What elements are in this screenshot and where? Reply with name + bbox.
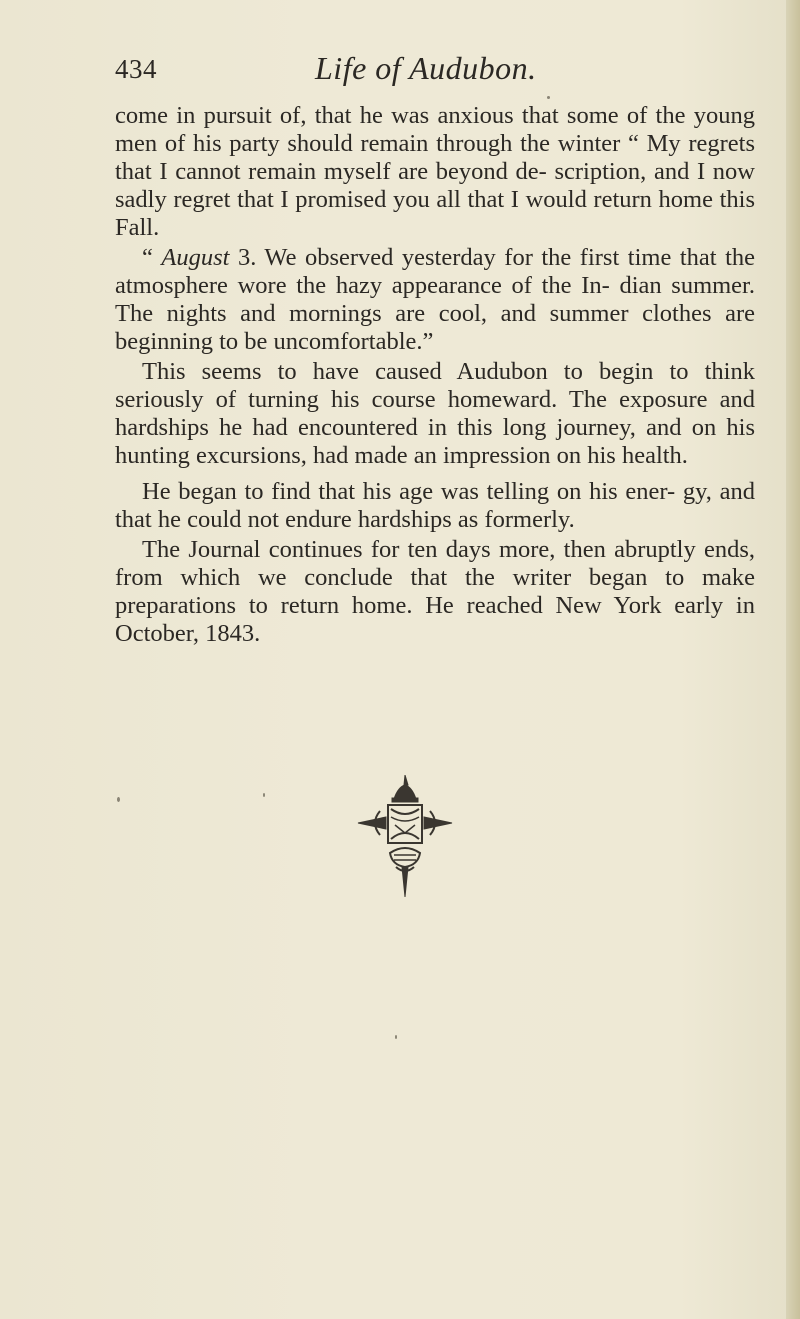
floral-cross-ornament-icon: [350, 775, 460, 910]
page-edge: [786, 0, 800, 1319]
print-speck: [395, 1035, 397, 1039]
page-number: 434: [115, 54, 157, 84]
paragraph-1-text: come in pursuit of, that he was anxious that some of the young men of his party should remain through the winter “ My regrets that I cannot remain myself are beyond de- scription, and I now sadly regret that I promised you all that I would return home this Fall.: [115, 102, 755, 241]
paragraph-2-text: 3. We observed yesterday for the first time that the atmosphere wore the hazy appearance of the In- dian summer. The nights and mornings are cool, and summer clothes are beginning to be uncomfortable.”: [115, 244, 755, 355]
paragraph-4-text: He began to find that his age was telling on his ener- gy, and that he could not endure hardships as formerly.: [115, 478, 755, 533]
paragraph-3: [115, 358, 755, 470]
print-speck: [547, 96, 550, 99]
paragraph-4: [115, 478, 755, 534]
body-text: [115, 102, 755, 648]
journal-date: August: [161, 244, 230, 271]
paragraph-3-text: This seems to have caused Audubon to begin to think seriously of turning his course homeward. The exposure and hardships he had encountered in this long journey, and on his hunting excursions, had made an impression on his health.: [115, 358, 755, 469]
paragraph-5-text: The Journal continues for ten days more, then abruptly ends, from which we conclude that the writer began to make preparations to return home. He reached New York early in October, 1843.: [115, 536, 755, 647]
print-speck: [263, 793, 265, 797]
running-title: Life of Audubon.: [315, 50, 537, 86]
print-speck: [117, 797, 120, 802]
paragraph-1: [115, 102, 755, 242]
paragraph-5: [115, 536, 755, 648]
paragraph-2: [115, 244, 755, 356]
page-header: [115, 44, 715, 94]
paragraph-2-prefix: “: [142, 244, 162, 271]
